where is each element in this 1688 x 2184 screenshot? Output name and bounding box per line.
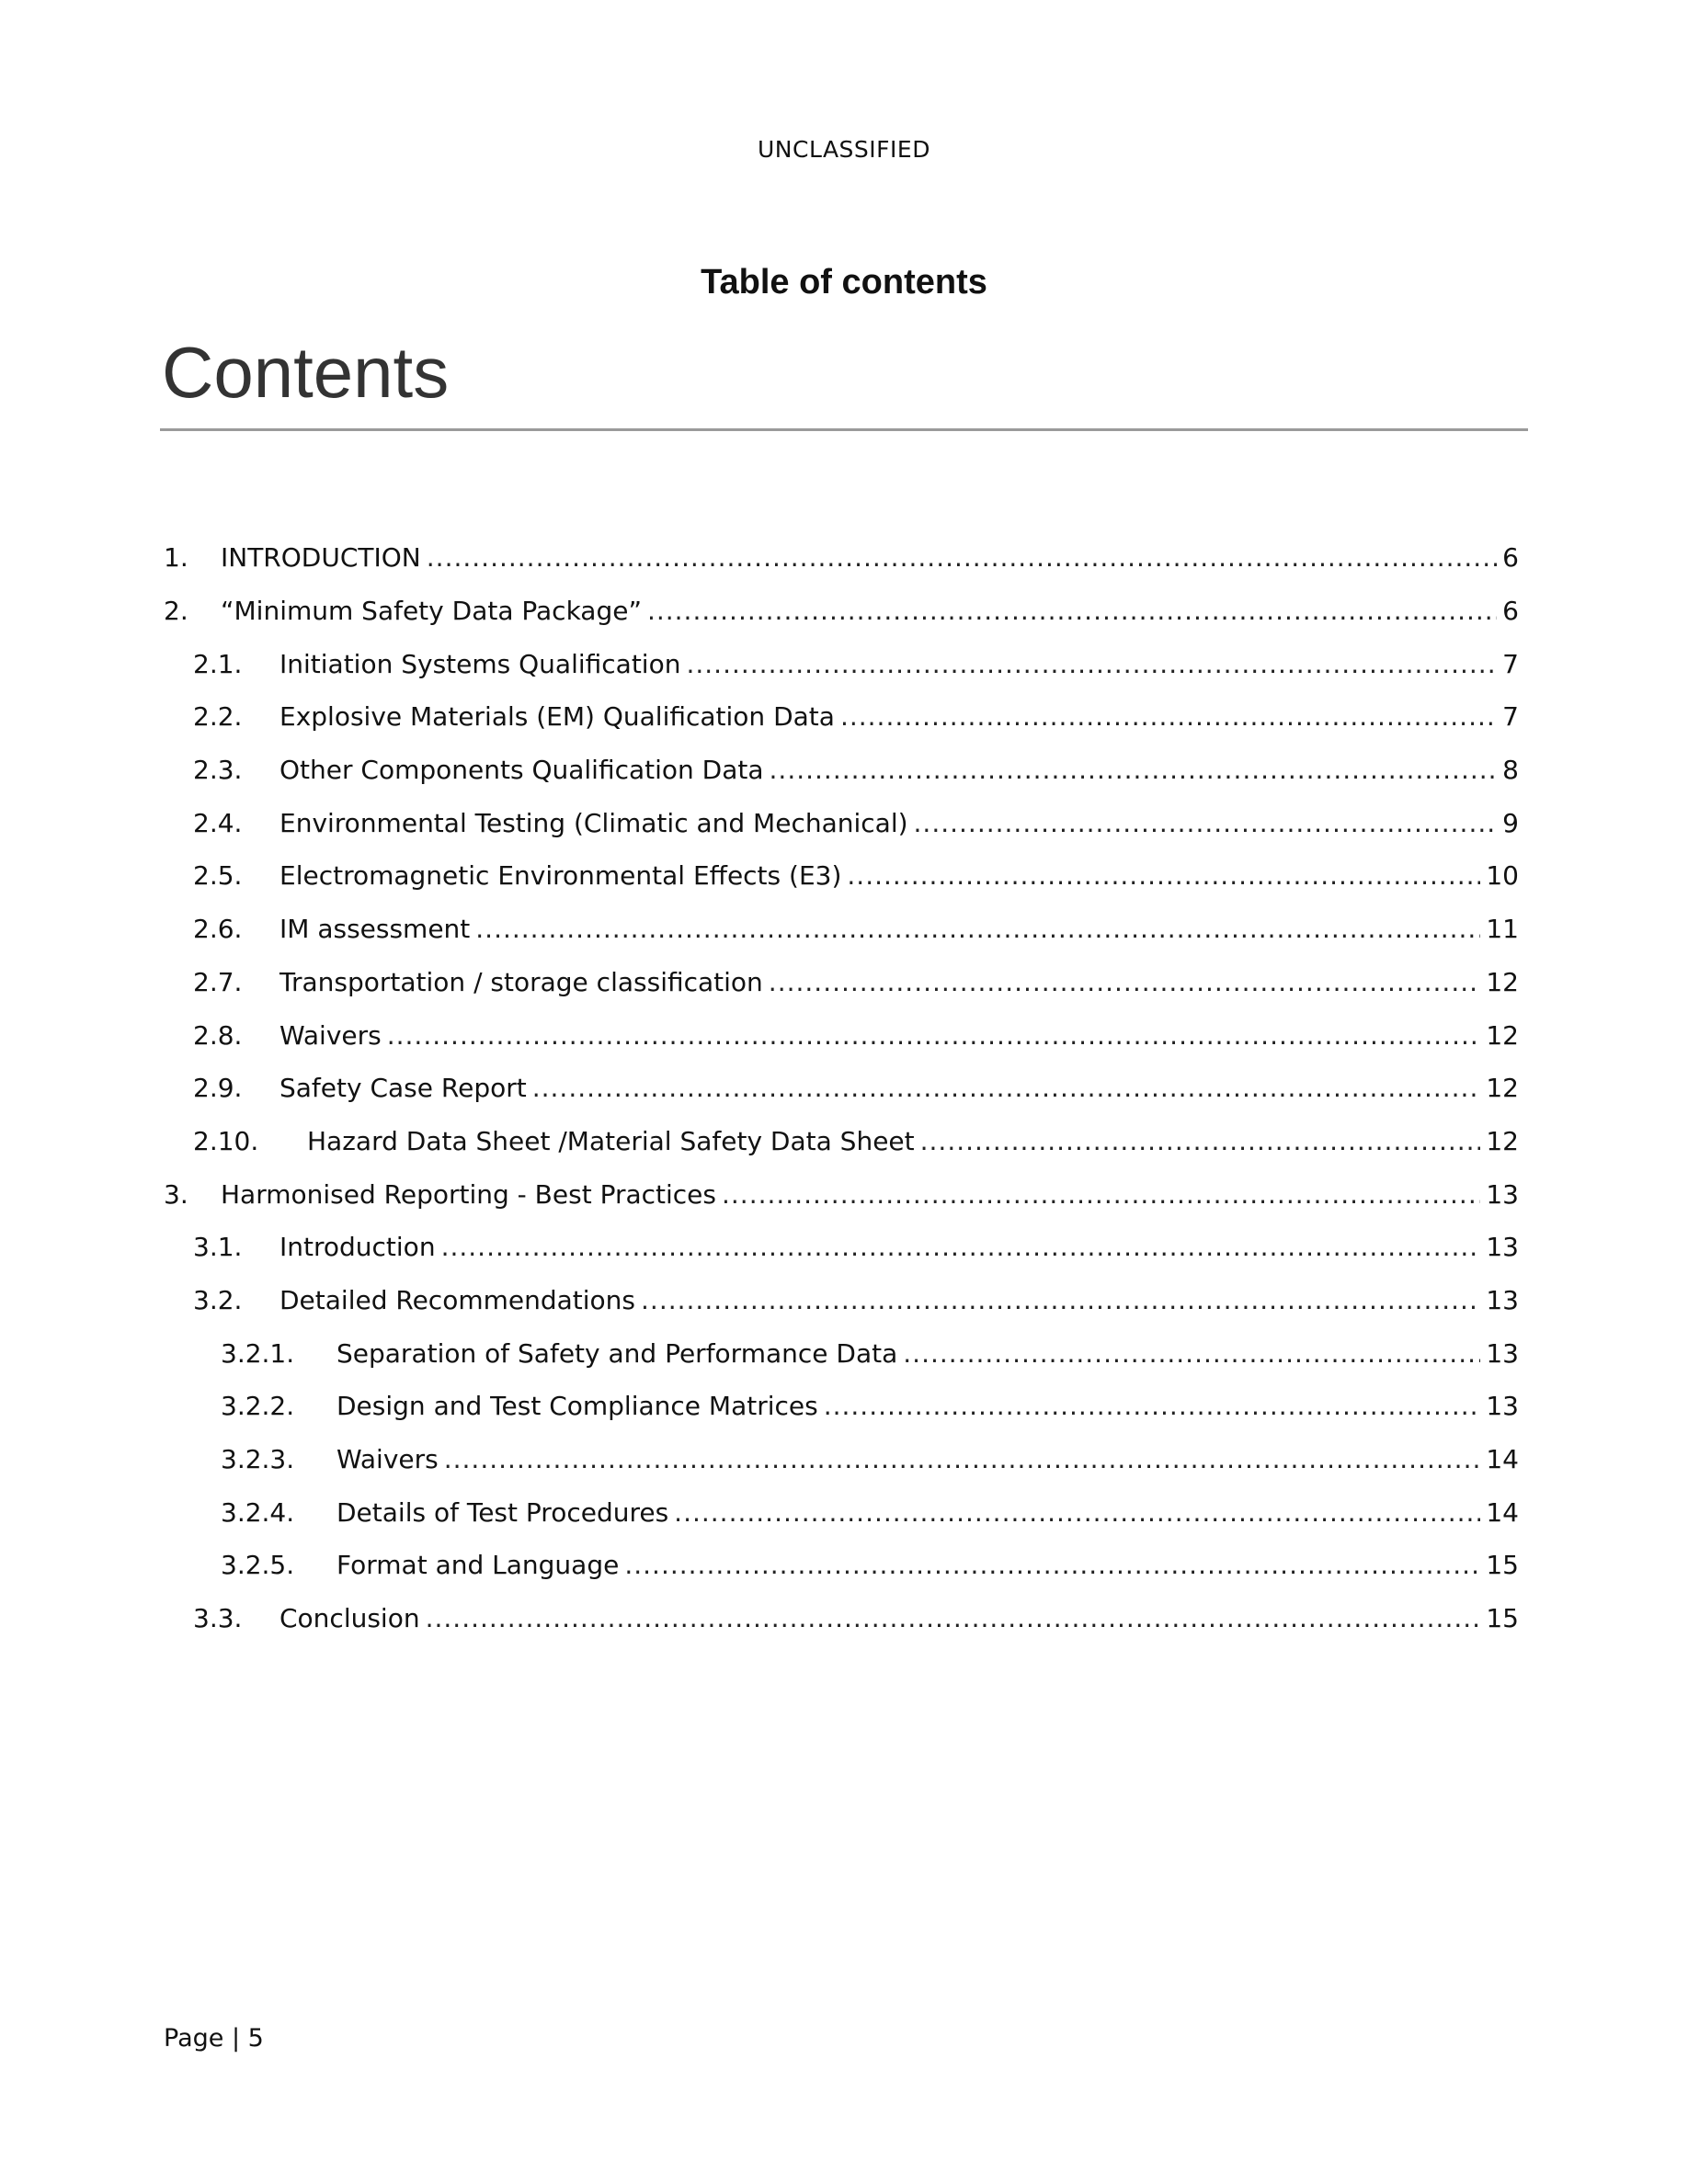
toc-entry-title: IM assessment bbox=[279, 914, 471, 945]
toc-entry-title: Details of Test Procedures bbox=[336, 1496, 669, 1528]
toc-entry-page: 10 bbox=[1486, 860, 1519, 892]
toc-entry-page: 12 bbox=[1486, 1019, 1519, 1051]
toc-entry-title: Separation of Safety and Performance Data bbox=[336, 1337, 898, 1369]
toc-entry-title: Safety Case Report bbox=[279, 1073, 527, 1104]
toc-entry-number: 2.6. bbox=[193, 914, 243, 945]
toc-entry-title: Other Components Qualification Data bbox=[279, 755, 764, 786]
dot-leader bbox=[840, 701, 1497, 732]
toc-entry[interactable] bbox=[164, 903, 1519, 956]
dot-leader bbox=[444, 1444, 1481, 1474]
toc-entry-title: Design and Test Compliance Matrices bbox=[336, 1391, 818, 1422]
toc-entry-page: 11 bbox=[1486, 914, 1519, 945]
toc-entry-title: INTRODUCTION bbox=[221, 542, 421, 574]
toc-entry[interactable] bbox=[164, 1115, 1519, 1168]
toc-entry[interactable] bbox=[164, 531, 1519, 585]
toc-entry-title: Format and Language bbox=[336, 1550, 620, 1581]
toc-entry[interactable] bbox=[164, 849, 1519, 903]
toc-entry-page: 7 bbox=[1502, 648, 1519, 679]
toc-entry-number: 2.9. bbox=[193, 1073, 243, 1104]
dot-leader bbox=[624, 1550, 1480, 1580]
toc-title: Table of contents bbox=[701, 263, 987, 301]
toc-entry-title: Environmental Testing (Climatic and Mechanical) bbox=[279, 807, 908, 838]
toc-entry-number: 2.2. bbox=[193, 701, 243, 733]
toc-entry[interactable] bbox=[164, 1008, 1519, 1062]
toc-entry-title: Waivers bbox=[279, 1019, 382, 1051]
dot-leader bbox=[914, 808, 1498, 838]
toc-entry-title: “Minimum Safety Data Package” bbox=[221, 596, 642, 627]
toc-entry[interactable] bbox=[164, 585, 1519, 638]
toc-entry-number: 3. bbox=[164, 1178, 188, 1210]
toc-entry-number: 3.1. bbox=[193, 1232, 243, 1263]
toc-entry-title: Explosive Materials (EM) Qualification Data bbox=[279, 701, 835, 733]
toc-entry[interactable] bbox=[164, 744, 1519, 797]
dot-leader bbox=[441, 1232, 1481, 1262]
toc-entry-page: 8 bbox=[1502, 755, 1519, 786]
toc-entry-number: 3.2.4. bbox=[221, 1496, 295, 1528]
toc-entry-page: 12 bbox=[1486, 966, 1519, 997]
toc-entry-number: 1. bbox=[164, 542, 188, 574]
toc-entry-title: Hazard Data Sheet /Material Safety Data Sheet bbox=[307, 1125, 915, 1156]
dot-leader bbox=[824, 1391, 1481, 1421]
heading-divider bbox=[160, 428, 1528, 431]
classification-marking: UNCLASSIFIED bbox=[758, 136, 930, 163]
toc-entry-page: 13 bbox=[1486, 1178, 1519, 1210]
toc-entry-title: Detailed Recommendations bbox=[279, 1284, 636, 1315]
toc-entry-page: 13 bbox=[1486, 1232, 1519, 1263]
toc-entry-title: Introduction bbox=[279, 1232, 436, 1263]
contents-heading: Contents bbox=[162, 332, 450, 413]
toc-entry[interactable] bbox=[164, 1221, 1519, 1274]
dot-leader bbox=[532, 1073, 1481, 1103]
dot-leader bbox=[641, 1285, 1480, 1315]
toc-entry-number: 3.2.3. bbox=[221, 1444, 295, 1475]
toc-entry-page: 13 bbox=[1486, 1337, 1519, 1369]
toc-entry-title: Transportation / storage classification bbox=[279, 966, 763, 997]
toc-entry-number: 3.3. bbox=[193, 1603, 243, 1634]
toc-entry-page: 12 bbox=[1486, 1073, 1519, 1104]
toc-entry-number: 2.10. bbox=[193, 1125, 259, 1156]
toc-entry-page: 12 bbox=[1486, 1125, 1519, 1156]
toc-entry-title: Initiation Systems Qualification bbox=[279, 648, 681, 679]
toc-list bbox=[164, 531, 1519, 1644]
dot-leader bbox=[475, 914, 1480, 944]
toc-entry-number: 3.2.1. bbox=[221, 1337, 295, 1369]
toc-entry-number: 3.2.5. bbox=[221, 1550, 295, 1581]
toc-entry-number: 2.1. bbox=[193, 648, 243, 679]
toc-entry-number: 3.2.2. bbox=[221, 1391, 295, 1422]
toc-entry[interactable] bbox=[164, 1485, 1519, 1539]
toc-entry[interactable] bbox=[164, 1274, 1519, 1327]
toc-entry-page: 6 bbox=[1502, 596, 1519, 627]
toc-entry-page: 15 bbox=[1486, 1603, 1519, 1634]
toc-entry-page: 14 bbox=[1486, 1496, 1519, 1528]
toc-entry[interactable] bbox=[164, 637, 1519, 690]
toc-entry[interactable] bbox=[164, 1062, 1519, 1115]
dot-leader bbox=[674, 1497, 1480, 1528]
toc-entry-title: Conclusion bbox=[279, 1603, 420, 1634]
page-number: Page | 5 bbox=[164, 2024, 264, 2053]
toc-entry-number: 3.2. bbox=[193, 1284, 243, 1315]
dot-leader bbox=[647, 596, 1497, 626]
toc-entry[interactable] bbox=[164, 1592, 1519, 1645]
toc-entry-title: Harmonised Reporting - Best Practices bbox=[221, 1178, 716, 1210]
toc-entry-number: 2.7. bbox=[193, 966, 243, 997]
dot-leader bbox=[847, 860, 1480, 891]
toc-entry-page: 6 bbox=[1502, 542, 1519, 574]
dot-leader bbox=[769, 967, 1481, 997]
toc-entry-title: Electromagnetic Environmental Effects (E3) bbox=[279, 860, 842, 892]
toc-entry[interactable] bbox=[164, 1326, 1519, 1380]
dot-leader bbox=[903, 1338, 1480, 1369]
toc-entry[interactable] bbox=[164, 796, 1519, 849]
toc-entry[interactable] bbox=[164, 1167, 1519, 1221]
dot-leader bbox=[920, 1126, 1481, 1156]
dot-leader bbox=[387, 1020, 1481, 1051]
toc-entry-page: 13 bbox=[1486, 1284, 1519, 1315]
toc-entry-number: 2. bbox=[164, 596, 188, 627]
dot-leader bbox=[686, 649, 1497, 679]
toc-entry[interactable] bbox=[164, 1433, 1519, 1486]
toc-entry-page: 9 bbox=[1502, 807, 1519, 838]
toc-entry-page: 15 bbox=[1486, 1550, 1519, 1581]
dot-leader bbox=[722, 1179, 1480, 1210]
toc-entry[interactable] bbox=[164, 956, 1519, 1009]
toc-entry-number: 2.4. bbox=[193, 807, 243, 838]
toc-entry-page: 13 bbox=[1486, 1391, 1519, 1422]
dot-leader bbox=[770, 755, 1498, 785]
toc-entry[interactable] bbox=[164, 690, 1519, 744]
toc-entry-title: Waivers bbox=[336, 1444, 439, 1475]
toc-entry-number: 2.5. bbox=[193, 860, 243, 892]
toc-entry-page: 7 bbox=[1502, 701, 1519, 733]
toc-entry-number: 2.3. bbox=[193, 755, 243, 786]
toc-entry[interactable] bbox=[164, 1539, 1519, 1592]
toc-entry[interactable] bbox=[164, 1380, 1519, 1433]
dot-leader bbox=[426, 1603, 1481, 1633]
dot-leader bbox=[427, 542, 1497, 573]
toc-entry-page: 14 bbox=[1486, 1444, 1519, 1475]
toc-entry-number: 2.8. bbox=[193, 1019, 243, 1051]
